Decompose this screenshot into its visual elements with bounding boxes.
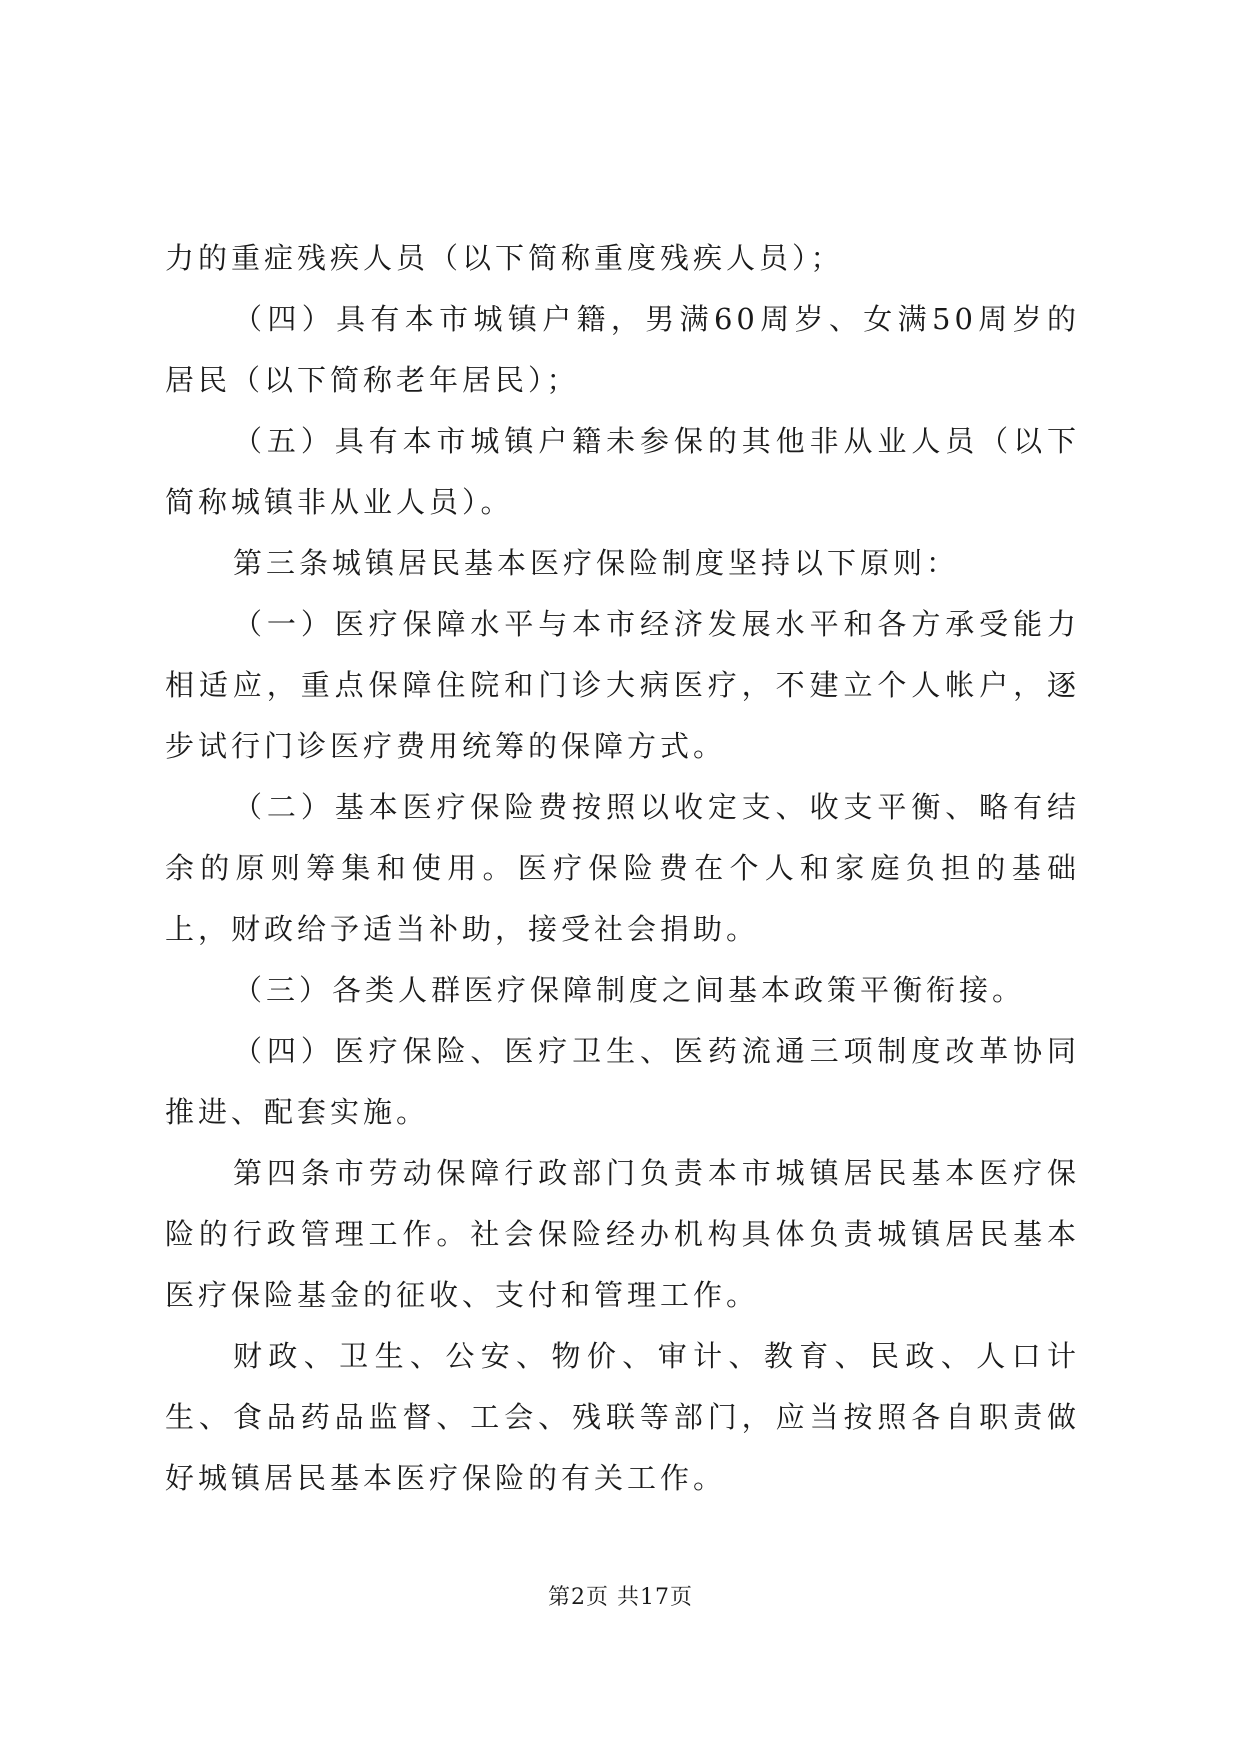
- page-footer: [0, 1580, 1241, 1611]
- paragraph-7: （三）各类人群医疗保障制度之间基本政策平衡衔接。: [233, 973, 1026, 1007]
- paragraph-8: （四）医疗保险、医疗卫生、医药流通三项制度改革协同推进、配套实施。: [165, 1034, 1080, 1129]
- page-number-label: 第2页 共17页: [548, 1585, 693, 1610]
- paragraph-10: 财政、卫生、公安、物价、审计、教育、民政、人口计生、食品药品监督、工会、残联等部门，应当按照各自职责做好城镇居民基本医疗保险的有关工作。: [165, 1339, 1080, 1495]
- paragraph-2: （四）具有本市城镇户籍，男满60周岁、女满50周岁的居民（以下简称老年居民）；: [165, 302, 1080, 397]
- document-body: [165, 228, 1080, 1509]
- paragraph-4: 第三条城镇居民基本医疗保险制度坚持以下原则：: [233, 546, 960, 580]
- paragraph-6: （二）基本医疗保险费按照以收定支、收支平衡、略有结余的原则筹集和使用。医疗保险费在个人和家庭负担的基础上，财政给予适当补助，接受社会捐助。: [165, 790, 1080, 946]
- paragraph-3: （五）具有本市城镇户籍未参保的其他非从业人员（以下简称城镇非从业人员）。: [165, 424, 1080, 519]
- paragraph-5: （一）医疗保障水平与本市经济发展水平和各方承受能力相适应，重点保障住院和门诊大病医疗，不建立个人帐户，逐步试行门诊医疗费用统筹的保障方式。: [165, 607, 1080, 763]
- paragraph-1: 力的重症残疾人员（以下简称重度残疾人员）；: [165, 241, 844, 275]
- paragraph-9: 第四条市劳动保障行政部门负责本市城镇居民基本医疗保险的行政管理工作。社会保险经办机构具体负责城镇居民基本医疗保险基金的征收、支付和管理工作。: [165, 1156, 1080, 1312]
